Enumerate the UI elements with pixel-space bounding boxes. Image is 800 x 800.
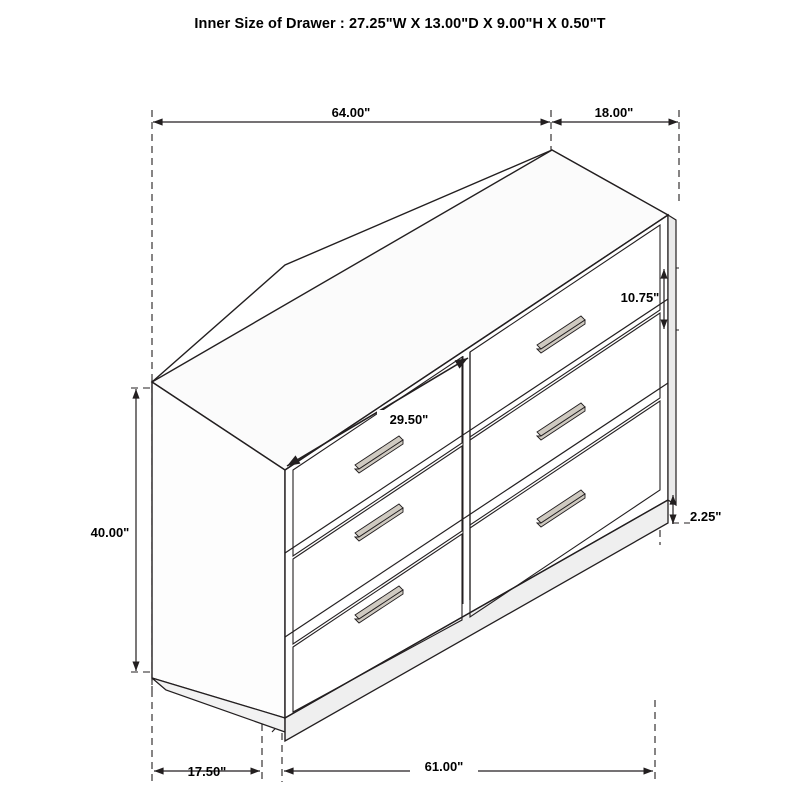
dim-top-depth: 18.00" bbox=[594, 105, 634, 120]
page-title: Inner Size of Drawer : 27.25"W X 13.00"D X 9.00"H X 0.50"T bbox=[194, 16, 606, 32]
dim-top-width: 64.00" bbox=[331, 105, 371, 120]
dim-base-height: 2.25" bbox=[690, 509, 722, 524]
dim-diagonal-depth: 29.50" bbox=[389, 412, 429, 427]
dim-overall-height: 40.00" bbox=[90, 525, 130, 540]
dresser-body bbox=[152, 150, 676, 741]
right-side-edge bbox=[668, 215, 676, 505]
dim-front-width: 61.00" bbox=[424, 759, 464, 774]
dim-top-drawer-height: 10.75" bbox=[620, 290, 660, 305]
dim-side-depth: 17.50" bbox=[187, 764, 227, 779]
